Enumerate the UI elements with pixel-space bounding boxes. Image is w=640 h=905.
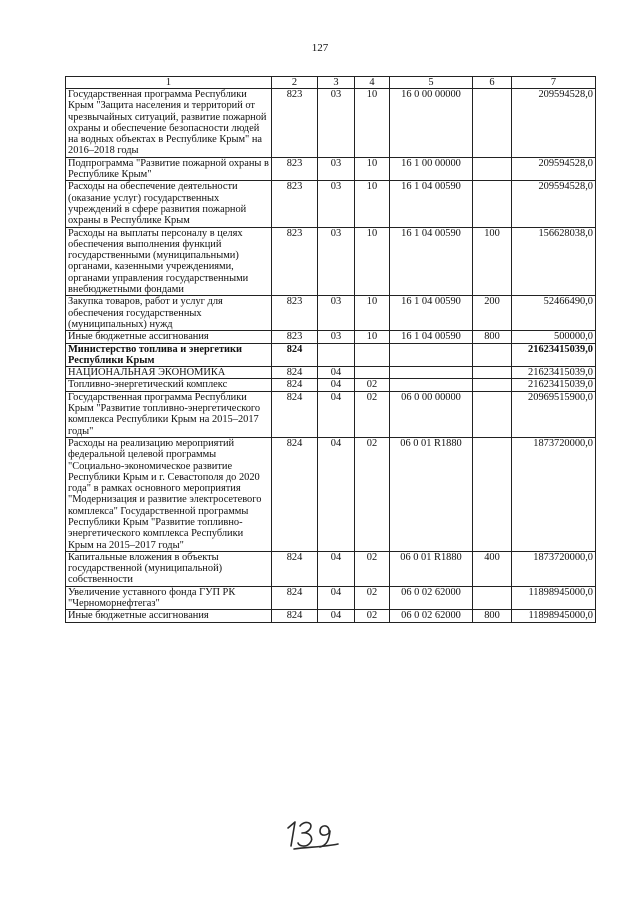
row-name-cell: НАЦИОНАЛЬНАЯ ЭКОНОМИКА [66, 367, 272, 379]
cell-col-3: 04 [318, 610, 355, 622]
budget-table [65, 76, 596, 623]
cell-col-6 [473, 343, 512, 367]
cell-col-2: 824 [272, 367, 318, 379]
amount-cell: 209594528,0 [512, 157, 596, 181]
table-row [66, 379, 596, 391]
cell-col-2: 823 [272, 331, 318, 343]
table-row [66, 227, 596, 296]
amount-cell: 21623415039,0 [512, 343, 596, 367]
cell-col-5: 16 1 04 00590 [390, 296, 473, 331]
cell-col-3: 04 [318, 367, 355, 379]
cell-col-4: 10 [355, 227, 390, 296]
row-name-cell: Подпрограмма "Развитие пожарной охраны в Республике Крым" [66, 157, 272, 181]
table-row [66, 551, 596, 586]
table-header-row [66, 77, 596, 89]
cell-col-2: 824 [272, 551, 318, 586]
cell-col-4: 10 [355, 331, 390, 343]
cell-col-5: 16 1 04 00590 [390, 331, 473, 343]
cell-col-6: 800 [473, 610, 512, 622]
column-header: 3 [318, 77, 355, 89]
cell-col-4: 10 [355, 89, 390, 158]
cell-col-6: 200 [473, 296, 512, 331]
cell-col-2: 824 [272, 437, 318, 551]
table-row [66, 181, 596, 227]
table-row [66, 367, 596, 379]
cell-col-6 [473, 586, 512, 610]
row-name-cell: Государственная программа Республики Крым "Развитие топливно-энергетического комплекса Республики Крым на 2015–2017 годы" [66, 391, 272, 437]
row-name-cell: Закупка товаров, работ и услуг для обеспечения государственных (муниципальных) нужд [66, 296, 272, 331]
cell-col-2: 824 [272, 610, 318, 622]
cell-col-3: 04 [318, 437, 355, 551]
cell-col-5 [390, 379, 473, 391]
cell-col-6 [473, 367, 512, 379]
cell-col-6: 100 [473, 227, 512, 296]
cell-col-5 [390, 367, 473, 379]
amount-cell: 11898945000,0 [512, 586, 596, 610]
cell-col-3: 03 [318, 331, 355, 343]
cell-col-2: 824 [272, 379, 318, 391]
handwritten-page-number [284, 816, 348, 857]
cell-col-4 [355, 343, 390, 367]
handwritten-page-number-image [284, 816, 348, 852]
amount-cell: 1873720000,0 [512, 551, 596, 586]
cell-col-4: 10 [355, 181, 390, 227]
row-name-cell: Министерство топлива и энергетики Республики Крым [66, 343, 272, 367]
cell-col-4: 02 [355, 610, 390, 622]
cell-col-6 [473, 157, 512, 181]
cell-col-4 [355, 367, 390, 379]
cell-col-5: 06 0 02 62000 [390, 610, 473, 622]
cell-col-3: 04 [318, 586, 355, 610]
cell-col-3: 04 [318, 391, 355, 437]
amount-cell: 52466490,0 [512, 296, 596, 331]
cell-col-6: 800 [473, 331, 512, 343]
cell-col-2: 823 [272, 227, 318, 296]
cell-col-5: 06 0 01 R1880 [390, 551, 473, 586]
amount-cell: 156628038,0 [512, 227, 596, 296]
cell-col-3: 04 [318, 551, 355, 586]
cell-col-5: 16 1 04 00590 [390, 227, 473, 296]
amount-cell: 20969515900,0 [512, 391, 596, 437]
cell-col-2: 823 [272, 296, 318, 331]
amount-cell: 1873720000,0 [512, 437, 596, 551]
row-name-cell: Расходы на реализацию мероприятий федеральной целевой программы "Социально-экономическое развитие Республики Крым и г. Севастополя до 2020 года" в рамках основного мероприятия "Модернизация и развитие электросетевого комплекса" Государственной программы Республики Крым "Развитие топливно-энергетического комплекса Республики Крым на 2015–2017 годы" [66, 437, 272, 551]
row-name-cell: Иные бюджетные ассигнования [66, 331, 272, 343]
cell-col-5 [390, 343, 473, 367]
cell-col-3 [318, 343, 355, 367]
cell-col-6 [473, 89, 512, 158]
cell-col-5: 16 1 04 00590 [390, 181, 473, 227]
column-header: 1 [66, 77, 272, 89]
cell-col-6: 400 [473, 551, 512, 586]
cell-col-4: 10 [355, 157, 390, 181]
table-row [66, 343, 596, 367]
table-row [66, 586, 596, 610]
table-row [66, 331, 596, 343]
cell-col-2: 823 [272, 157, 318, 181]
amount-cell: 21623415039,0 [512, 379, 596, 391]
cell-col-6 [473, 181, 512, 227]
cell-col-6 [473, 391, 512, 437]
amount-cell: 11898945000,0 [512, 610, 596, 622]
cell-col-4: 02 [355, 437, 390, 551]
column-header: 6 [473, 77, 512, 89]
cell-col-4: 02 [355, 551, 390, 586]
table-row [66, 89, 596, 158]
column-header: 2 [272, 77, 318, 89]
page-number: 127 [311, 42, 329, 54]
table-row [66, 157, 596, 181]
table-body [66, 89, 596, 623]
column-header: 7 [512, 77, 596, 89]
cell-col-3: 04 [318, 379, 355, 391]
cell-col-5: 06 0 01 R1880 [390, 437, 473, 551]
table-row [66, 296, 596, 331]
cell-col-3: 03 [318, 227, 355, 296]
row-name-cell: Иные бюджетные ассигнования [66, 610, 272, 622]
cell-col-4: 02 [355, 586, 390, 610]
cell-col-6 [473, 437, 512, 551]
cell-col-5: 06 0 00 00000 [390, 391, 473, 437]
cell-col-2: 824 [272, 391, 318, 437]
cell-col-2: 823 [272, 89, 318, 158]
amount-cell: 21623415039,0 [512, 367, 596, 379]
row-name-cell: Топливно-энергетический комплекс [66, 379, 272, 391]
cell-col-2: 824 [272, 343, 318, 367]
cell-col-6 [473, 379, 512, 391]
table-row [66, 391, 596, 437]
cell-col-3: 03 [318, 296, 355, 331]
cell-col-2: 824 [272, 586, 318, 610]
column-header: 4 [355, 77, 390, 89]
cell-col-5: 16 0 00 00000 [390, 89, 473, 158]
amount-cell: 209594528,0 [512, 181, 596, 227]
amount-cell: 209594528,0 [512, 89, 596, 158]
cell-col-5: 16 1 00 00000 [390, 157, 473, 181]
cell-col-4: 02 [355, 391, 390, 437]
table-row [66, 437, 596, 551]
table-row [66, 610, 596, 622]
cell-col-2: 823 [272, 181, 318, 227]
row-name-cell: Увеличение уставного фонда ГУП РК "Черноморнефтегаз" [66, 586, 272, 610]
cell-col-4: 10 [355, 296, 390, 331]
amount-cell: 500000,0 [512, 331, 596, 343]
cell-col-3: 03 [318, 181, 355, 227]
row-name-cell: Капитальные вложения в объекты государственной (муниципальной) собственности [66, 551, 272, 586]
cell-col-3: 03 [318, 89, 355, 158]
row-name-cell: Расходы на выплаты персоналу в целях обеспечения выполнения функций государственными (муниципальными) органами, казенными учреждениями, органами управления государственными внебюджетными фондами [66, 227, 272, 296]
cell-col-4: 02 [355, 379, 390, 391]
column-header: 5 [390, 77, 473, 89]
row-name-cell: Государственная программа Республики Крым "Защита населения и территорий от чрезвычайных ситуаций, развитие пожарной охраны и обеспечение безопасности людей на водных объектах в Республике Крым" на 2016–2018 годы [66, 89, 272, 158]
row-name-cell: Расходы на обеспечение деятельности (оказание услуг) государственных учреждений в сфере развития пожарной охраны в Республике Крым [66, 181, 272, 227]
cell-col-3: 03 [318, 157, 355, 181]
cell-col-5: 06 0 02 62000 [390, 586, 473, 610]
